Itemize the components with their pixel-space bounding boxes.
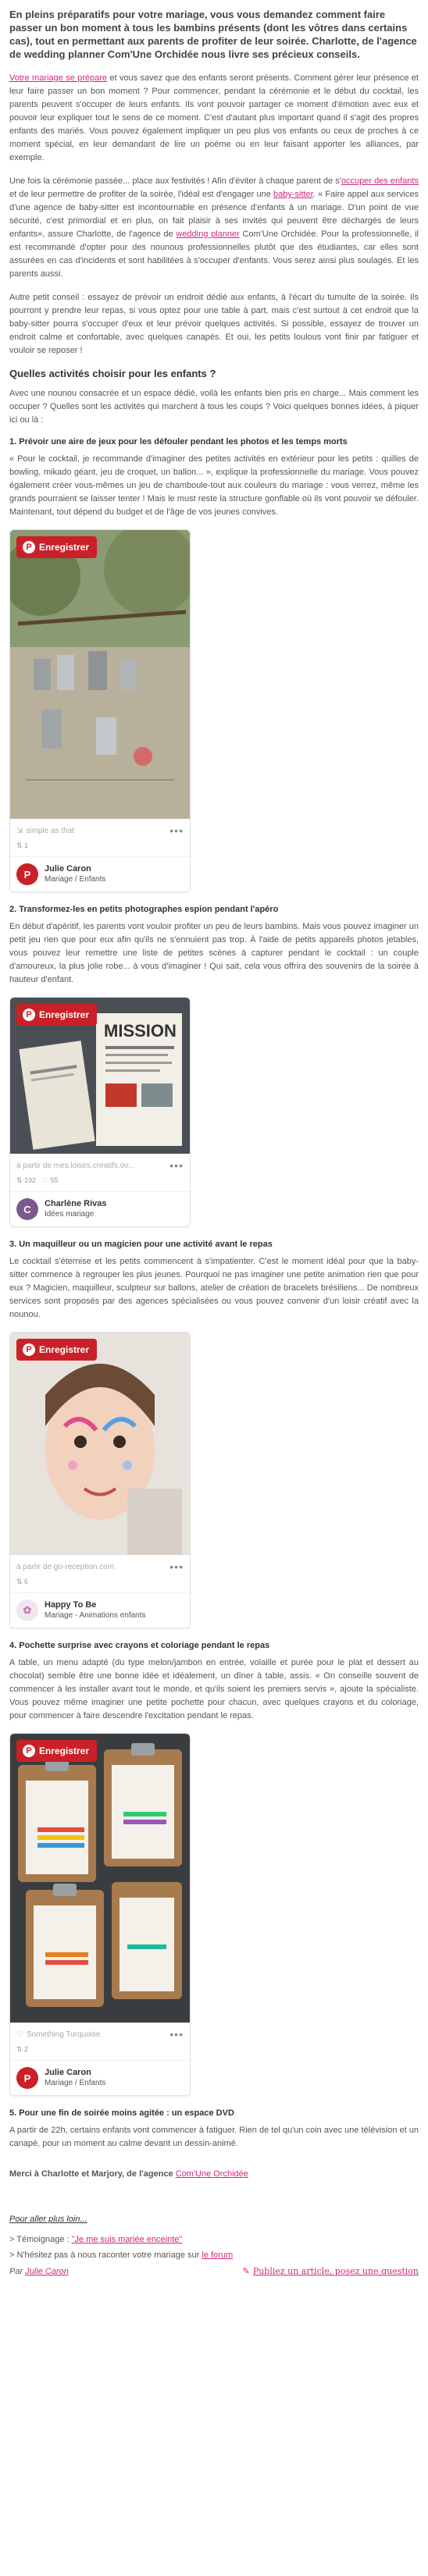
repin-count: ⇅ 2 xyxy=(16,2045,29,2053)
avatar: ✿ xyxy=(16,1599,38,1621)
testimony-link[interactable]: "Je me suis mariée enceinte" xyxy=(71,2235,183,2244)
pinner-name: Julie Caron xyxy=(45,2068,91,2077)
paragraph: Une fois la cérémonie passée... place aux festivités ! Afin d'éviter à chaque parent de s'occuper des enfants et de leur permettre de profiter de la soirée, l'idéal est d'engager une baby-sitter. « Faire appel aux services d'une agence de baby-sitter est incontournable en présence d'enfants à un mariage. D'un point de vue sécurité, c'est primordial et en plus, on fait plaisir à ses invités qui peuvent être déchargés de leurs enfants», assure Charlotte, de l'agence de wedding planner Com'Une Orchidée. Pour la professionnelle, il est recommandé d'opter pour des nounous professionnelles plutôt que des étudiantes, car elles sont assurées en cas d'incidents et sont habilitées à s'occuper d'enfants. Vous serez ainsi plus soulagés. Et les parents aussi. xyxy=(9,176,419,279)
further-reading-title: Pour aller plus loin... xyxy=(9,2215,87,2224)
children-care-link[interactable]: occuper des enfants xyxy=(341,176,419,186)
wedding-planner-link[interactable]: wedding planner xyxy=(176,229,240,239)
forum-link[interactable]: le forum xyxy=(202,2250,234,2260)
source-logo-icon: ♡ xyxy=(16,2030,23,2039)
pin-source[interactable]: Something Turquoise xyxy=(26,2030,101,2039)
save-button[interactable]: P Enregistrer xyxy=(16,536,97,558)
avatar: P xyxy=(16,863,38,885)
pinterest-pin[interactable] xyxy=(9,997,191,1227)
more-options-icon[interactable]: ••• xyxy=(169,1159,184,1172)
paragraph: Autre petit conseil : essayez de prévoir un endroit dédié aux enfants, à l'écart du tumulte de la soirée. Ils pourront y prendre leur repas, si vous optez pour une table à part, mais c'est surtout à cet endroit que la baby-sitter pourra s'occuper d'eux et leur prévoir quelques activités. Si possible, essayez de trouver un endroit calme et confortable, avec quelques canapés. Et oui, les petits loulous vont finir par fatiguer et vouloir se reposer ! xyxy=(9,293,419,355)
section-heading: Quelles activités choisir pour les enfants ? xyxy=(9,368,216,379)
pin-author[interactable] xyxy=(10,1191,190,1226)
pinner-name: Charlène Rivas xyxy=(45,1199,107,1208)
pin-author[interactable] xyxy=(10,1592,190,1628)
pinterest-pin[interactable] xyxy=(9,1733,191,2096)
clipboard-crayons-photo xyxy=(10,1734,190,2023)
like-count: ♡ 55 xyxy=(42,1176,59,1184)
babysitter-link[interactable]: baby-sitter xyxy=(273,190,313,199)
pinterest-pin[interactable] xyxy=(9,1332,191,1628)
article-footer: Par Julie Caron ✎ Publiez un article, posez une question xyxy=(9,2266,419,2276)
board-name: Mariage / Enfants xyxy=(45,875,106,884)
mission-card-text: MISSION xyxy=(104,1021,177,1041)
subsection-title: 5. Pour une fin de soirée moins agitée : un espace DVD xyxy=(9,2108,234,2118)
paragraph: Votre mariage se prépare et vous savez que des enfants seront présents. Comment gérer leur présence et leur faire passer un bon moment ? Pour commencer, pendant la cérémonie et le début du cocktail, les parents peuvent s'occuper de leurs enfants. Ils vont pouvoir partager ce moment d'émotion avec eux et pouvoir leur expliquer tout le sens de ce moment. C'est d'autant plus important quand il s'agit des propres enfants des mariés. Vous pouvez également impliquer un peu plus vos enfants ou ceux de proches à ce moment spécial, en leur demandant de lire un poème ou en leur faisant apporter les alliances, par exemple. xyxy=(9,73,419,162)
paragraph: Avec une nounou consacrée et un espace dédié, voilà les enfants bien pris en charge... Mais comment les occuper ? Quelles sont les activités qui marchent à tous les coups ? Voici quelques bonnes idées, à piquer ici ou là : xyxy=(9,389,419,425)
credits: Merci à Charlotte et Marjory, de l'agence Com'Une Orchidée xyxy=(9,2169,248,2179)
save-button[interactable]: P Enregistrer xyxy=(16,1004,97,1026)
further-reading: Pour aller plus loin... > Témoignage : "Je me suis mariée enceinte" > N'hésitez pas à nous raconter votre mariage sur le forum xyxy=(9,2211,419,2263)
save-button[interactable]: P Enregistrer xyxy=(16,1740,97,1762)
pin-author[interactable] xyxy=(10,856,190,891)
pin-source[interactable]: simple as that xyxy=(26,826,75,835)
pinterest-icon: P xyxy=(23,1009,35,1021)
board-name: Idées mariage xyxy=(45,1210,95,1219)
pinner-name: Julie Caron xyxy=(45,864,91,873)
pin-image[interactable] xyxy=(10,1734,190,2023)
board-name: Mariage / Enfants xyxy=(45,2079,106,2087)
pin-image[interactable] xyxy=(10,998,190,1154)
avatar: P xyxy=(16,2067,38,2089)
pencil-icon: ✎ xyxy=(242,2266,250,2276)
pinterest-pin[interactable] xyxy=(9,529,191,892)
subsection-title: 3. Un maquilleur ou un magicien pour une activité avant le repas xyxy=(9,1240,273,1249)
pin-image[interactable] xyxy=(10,1332,190,1555)
pin-author[interactable] xyxy=(10,2060,190,2095)
repin-count: ⇅ 192 xyxy=(16,1176,37,1184)
paragraph: Le cocktail s'éternise et les petits commencent à s'impatienter. C'est le moment idéal pour que la baby-sitter commence à regrouper les plus jeunes. Pourquoi ne pas imaginer une petite animation rien que pour eux ? Magicien, maquilleur, sculpteur sur ballons, atelier de création de bracelets brésiliens... De nombreux services sont proposés par des agences spécialisées ou vous pouvez convenir d'un loisir créatif avec la nounou. xyxy=(9,1257,419,1319)
avatar: C xyxy=(16,1198,38,1220)
paragraph: En début d'apéritif, les parents vont vouloir profiter un peu de leurs bambins. Mais vous pouvez imaginer un petit jeu rien que pour eux afin qu'ils ne s'ennuient pas trop. À l'aide de petits appareils photos jetables, vous pouvez leur remettre une liste de petites scènes à capturer pendant le cocktail : un couple d'amoureux, la plus jolie robe... à vous d'imaginer ! Qui sait, cela vous offrira des souvenirs de la soirée à hauteur d'enfant. xyxy=(9,922,419,984)
face-painting-photo xyxy=(10,1332,190,1555)
author-link[interactable]: Julie Caron xyxy=(25,2266,69,2276)
pinner-name: Happy To Be xyxy=(45,1600,97,1610)
more-options-icon[interactable]: ••• xyxy=(169,2028,184,2041)
outdoor-games-photo xyxy=(10,530,190,819)
pinterest-icon: P xyxy=(23,1343,35,1356)
more-options-icon[interactable]: ••• xyxy=(169,1560,184,1573)
agency-link[interactable]: Com'Une Orchidée xyxy=(175,2169,248,2179)
wedding-prep-link[interactable]: Votre mariage se prépare xyxy=(9,73,108,83)
pin-image[interactable] xyxy=(10,530,190,819)
paragraph: A partir de 22h, certains enfants vont commencer à fatiguer. Rien de tel qu'un coin avec une télévision et un canapé, pour un moment au calme devant un dessin-animé. xyxy=(9,2126,419,2148)
pin-source[interactable]: à partir de go-reception.com xyxy=(16,1562,115,1571)
paragraph: « Pour le cocktail, je recommande d'imaginer des petites activités en extérieur pour les petits : quilles de bowling, mikado géant, jeu de croquet, un ballon... », explique la professionnelle du mariage. Vous pouvez également créer vous-mêmes un jeu de chamboule-tout aux couleurs du mariage : vous verrez, même les grands pourraient se laisser tenter ! Mais le must reste la structure gonflable où ils vont pouvoir se défouler. Maintenant, tout dépend du budget et de l'âge de vos jeunes convives. xyxy=(9,454,419,517)
pinterest-icon: P xyxy=(23,1745,35,1757)
save-button[interactable]: P Enregistrer xyxy=(16,1339,97,1361)
pin-source[interactable]: à partir de mes.loisirs.creatifs.ov... xyxy=(16,1161,134,1170)
more-options-icon[interactable]: ••• xyxy=(169,824,184,837)
paragraph: A table, un menu adapté (du type melon/jambon en entrée, volaille et purée pour le plat et dessert au chocolat) semble être une bonne idée et idéalement, un dîner à table, assis. « On conseille souvent de commencer à les installer avant tout le monde, et qu'ils soient les premiers servis », ajoute la spécialiste. Vous pouvez même imaginer une petite pochette pour chacun, avec quelques crayons et du coloriage, pour commencer à faire descendre l'excitation pendant le repas. xyxy=(9,1658,419,1720)
publish-link[interactable]: ✎ Publiez un article, posez une question xyxy=(242,2266,419,2276)
article-intro: En pleins préparatifs pour votre mariage, vous vous demandez comment faire passer un bon moment à tous les bambins présents (dont les vôtres dans certains cas), tout en permettant aux parents de profiter de leur soirée. Charlotte, de l'agence de wedding planner Com'Une Orchidée nous livre ses précieux conseils. xyxy=(9,9,417,60)
pinterest-icon: P xyxy=(23,541,35,553)
link-icon: ⇲ xyxy=(16,826,23,835)
subsection-title: 2. Transformez-les en petits photographes espion pendant l'apéro xyxy=(9,905,279,914)
subsection-title: 4. Pochette surprise avec crayons et coloriage pendant le repas xyxy=(9,1641,270,1650)
board-name: Mariage - Animations enfants xyxy=(45,1611,146,1620)
repin-count: ⇅ 6 xyxy=(16,1578,29,1585)
repin-count: ⇅ 1 xyxy=(16,841,29,849)
subsection-title: 1. Prévoir une aire de jeux pour les défouler pendant les photos et les temps morts xyxy=(9,437,348,447)
